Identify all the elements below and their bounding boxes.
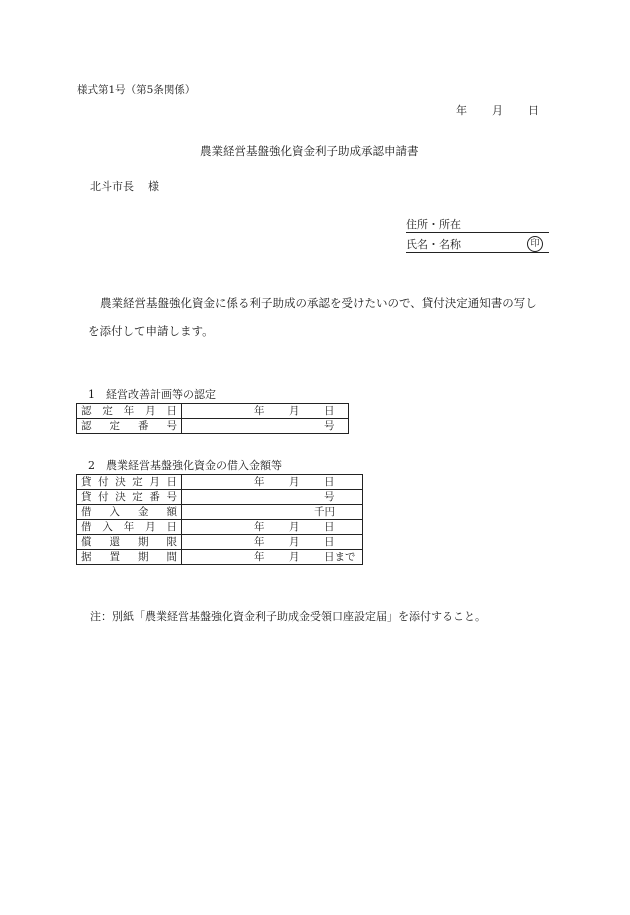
- date-month-label: 月: [492, 104, 503, 117]
- attachment-note: 注：別紙「農業経営基盤強化資金利子助成金受領口座設定届」を添付すること。: [90, 610, 486, 623]
- table-row: [77, 520, 363, 535]
- loan-details-table: [76, 474, 363, 565]
- day-label: 日: [324, 476, 335, 488]
- body-text-line-2: を添付して申請します。: [88, 324, 214, 338]
- month-label: 月: [289, 405, 300, 417]
- row-label: 借入年月日: [77, 520, 182, 535]
- applicant-address-field[interactable]: [406, 219, 549, 233]
- table-row: [77, 550, 363, 565]
- applicant-name-label: 氏名・名称: [406, 238, 461, 251]
- row-label: 認定番号: [77, 419, 182, 434]
- day-label: 日: [324, 521, 335, 533]
- date-year-label: 年: [456, 104, 467, 117]
- month-label: 月: [289, 476, 300, 488]
- table-row: [77, 535, 363, 550]
- table-row: [77, 404, 349, 419]
- date-value-cell[interactable]: [182, 535, 363, 550]
- applicant-address-label: 住所・所在: [406, 218, 461, 231]
- table-row: [77, 505, 363, 520]
- addressee: [90, 181, 159, 192]
- year-label: 年: [254, 476, 265, 488]
- month-label: 月: [289, 536, 300, 548]
- month-label: 月: [289, 551, 300, 563]
- row-label: 借入金額: [77, 505, 182, 520]
- number-value-cell[interactable]: [182, 490, 363, 505]
- table-row: [77, 419, 349, 434]
- date-value-cell[interactable]: [182, 520, 363, 535]
- row-label: 貸付決定番号: [77, 490, 182, 505]
- suffix-label: 号: [324, 491, 335, 503]
- year-label: 年: [254, 536, 265, 548]
- amount-value-cell[interactable]: [182, 505, 363, 520]
- day-label: 日まで: [324, 551, 356, 563]
- row-label: 貸付決定月日: [77, 475, 182, 490]
- number-value-cell[interactable]: [182, 419, 349, 434]
- row-label: 据置期間: [77, 550, 182, 565]
- seal-mark-icon: 印: [527, 236, 543, 252]
- row-label: 認定年月日: [77, 404, 182, 419]
- section-2-title: 2 農業経営基盤強化資金の借入金額等: [88, 459, 282, 472]
- date-value-cell[interactable]: [182, 475, 363, 490]
- applicant-name-field[interactable]: [406, 239, 549, 253]
- row-label: 償還期限: [77, 535, 182, 550]
- form-number: 様式第1号（第5条関係）: [77, 84, 196, 96]
- addressee-name: 北斗市長: [90, 180, 134, 193]
- day-label: 日: [324, 405, 335, 417]
- document-title: 農業経営基盤強化資金利子助成承認申請書: [200, 144, 419, 158]
- date-value-cell[interactable]: [182, 550, 363, 565]
- date-day-label: 日: [528, 104, 539, 117]
- table-row: [77, 490, 363, 505]
- application-date: [456, 105, 539, 116]
- body-text-line-1: 農業経営基盤強化資金に係る利子助成の承認を受けたいので、貸付決定通知書の写し: [100, 296, 537, 310]
- certification-table: [76, 403, 349, 434]
- suffix-label: 千円: [314, 506, 335, 518]
- table-row: [77, 475, 363, 490]
- section-1-title: 1 経営改善計画等の認定: [88, 388, 216, 401]
- year-label: 年: [254, 405, 265, 417]
- year-label: 年: [254, 521, 265, 533]
- date-value-cell[interactable]: [182, 404, 349, 419]
- month-label: 月: [289, 521, 300, 533]
- suffix-label: 号: [324, 420, 335, 432]
- addressee-honorific: 様: [148, 180, 159, 193]
- day-label: 日: [324, 536, 335, 548]
- year-label: 年: [254, 551, 265, 563]
